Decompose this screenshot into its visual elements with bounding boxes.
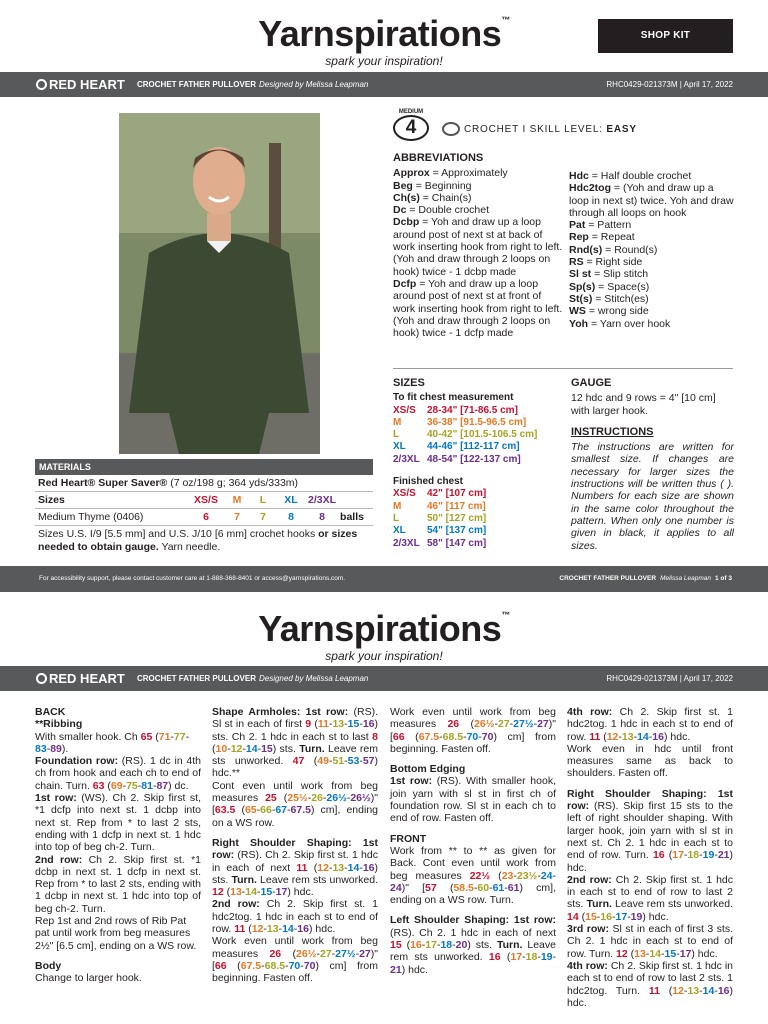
skill-level: CROCHET I SKILL LEVEL: EASY	[464, 124, 637, 135]
materials-table: MATERIALS Red Heart® Super Saver® (7 oz/198 g; 364 yds/333m) Sizes XS/S M L XL 2/3XL Medium Thyme (0406) 6 7 7 8 8 balls Sizes U.S. I/9 [5.5 mm] and U.S. J/10 [6 mm] crochet hooks or sizes needed to obtain gauge. Yarn needle.	[35, 459, 373, 556]
page-footer: For accessibility support, please contact customer care at 1-888-368-8401 or access@yarnspirations.com. CROCHET FATHER PULLOVER Melissa Leapman 1 of 3	[0, 566, 768, 592]
gauge-title: GAUGE	[571, 377, 612, 389]
pattern-header-band-page2: RED HEART CROCHET FATHER PULLOVER Designed by Melissa Leapman RHC0429-021373M | April 17, 2022	[0, 666, 768, 691]
pattern-header-band	[0, 72, 768, 97]
pattern-code: RHC0429-021373M | April 17, 2022	[606, 80, 733, 89]
red-heart-logo: RED HEART	[36, 77, 125, 92]
abbreviations-title: ABBREVIATIONS	[393, 152, 484, 164]
heart-icon	[36, 673, 47, 684]
gauge-section: GAUGE 12 hdc and 9 rows = 4" [10 cm] with larger hook. INSTRUCTIONS The instructions are written for smallest size. If changes are necessary for larger sizes the instructions will be written thus ( ). Numbers for each size are shown in the same color throughout the pattern. When only one number is given in black, it applies to all sizes.	[571, 377, 734, 552]
sizes-title: SIZES	[393, 377, 425, 389]
abbreviations-left: ABBREVIATIONS Approx = Approximately Beg = Beginning Ch(s) = Chain(s) Dc = Double crochet Dcbp = Yoh and draw up a loop around post of next st at back of work inserting hook from right to left. (Yoh and draw through 2 loops on hook) twice - 1 dcbp made Dcfp = Yoh and draw up a loop around post of next st at front of work inserting hook from right to left. (Yoh and draw through 2 loops on hook) twice - 1 dcfp made	[393, 152, 563, 340]
model-photo	[119, 113, 320, 454]
yarn-weight-icon: MEDIUM 4	[393, 109, 429, 141]
abbreviations-right: Hdc = Half double crochet Hdc2tog = (Yoh and draw up a loop in next st) twice. Yoh and draw through all loops on hook Pat = Pattern Rep = Repeat Rnd(s) = Round(s) RS = Right side Sl st = Slip stitch Sp(s) = Space(s) St(s) = Stitch(es) WS = wrong side Yoh = Yarn over hook	[569, 170, 734, 330]
brand-tagline: spark your inspiration!	[325, 54, 443, 68]
brand-name: Yarnspirations	[258, 13, 502, 54]
sizes-row: Sizes XS/S M L XL 2/3XL	[35, 492, 373, 509]
divider	[393, 368, 733, 369]
instructions-col1: BACK **Ribbing With smaller hook. Ch 65 (71-77-83-89). Foundation row: (RS). 1 dc in 4th ch from hook and each ch to end of chain. Turn. 63 (69-75-81-87) dc. 1st row: (WS). Ch 2. Skip first st, *1 dcfp into next st. 1 dcbp into next st. Rep from * to last 2 sts, ending with 1 dcfp in next st. 1 hdc into top of beg ch-2. Turn. 2nd row: Ch 2. Skip first st. *1 dcbp in next st. 1 dcfp in next st. Rep from * to last 2 sts, ending with 1 dcbp in next st. 1 hdc into top of beg ch-2. Turn. Rep 1st and 2nd rows of Rib Pat pat until work from beg measures 2½" [6.5 cm], ending on a WS row. Body Change to larger hook.	[35, 706, 201, 985]
instructions-col4: 4th row: Ch 2. Skip first st. 1 hdc2tog. 1 hdc in each st to end of row. 11 (12-13-14-16) hdc. Work even in hdc until front measures same as back to shoulders. Fasten off. Right Shoulder Shaping: 1st row: (RS). Skip first 15 sts to the left of right shoulder shaping. With larger hook, join yarn with sl st in next st. Ch 2. 1 hdc in each st to end of row. Turn. 16 (17-18-19-21) hdc. 2nd row: Ch 2. Skip first st. 1 hdc in each st to end of row to last 2 sts. Turn. Leave rem sts unworked. 14 (15-16-17-19) hdc. 3rd row: Sl st in each of first 3 sts. Ch 2. 1 hdc in each st to end of row. Turn. 12 (13-14-15-17) hdc. 4th row: Ch 2. Skip first st. 1 hdc in each st to end of row to last 2 sts. 1 hdc2tog. Turn. 11 (12-13-14-16) hdc.	[567, 706, 734, 1009]
heart-icon	[36, 79, 47, 90]
crochet-hook-icon	[442, 122, 460, 136]
brand-logo-page2: Yarnspirations™ spark your inspiration!	[258, 608, 510, 663]
balls-row: Medium Thyme (0406) 6 7 7 8 8 balls	[35, 509, 373, 526]
brand-logo: Yarnspirations™ spark your inspiration!	[0, 16, 768, 68]
shop-kit-button[interactable]: SHOP KIT	[598, 19, 733, 53]
sizes-section: SIZES To fit chest measurement XS/S 28-34" [71-86.5 cm] M 36-38" [91.5-96.5 cm] L 40-42" [101.5-106.5 cm] XL 44-46" [112-117 cm] 2/3XL 48-54" [122-137 cm] Finished chest XS/S 42" [107 cm] M 46" [117 cm] L 50" [127 cm] XL 54" [137 cm] 2/3XL 58" [147 cm]	[393, 377, 563, 550]
pattern-title: CROCHET FATHER PULLOVER Designed by Melissa Leapman	[137, 80, 369, 89]
instructions-col3: Work even until work from beg measures 26 (26½-27-27½-27)" [66 (67.5-68.5-70-70) cm] from beginning. Fasten off. Bottom Edging 1st row: (RS). With smaller hook, join yarn with sl st in first ch of foundation row. Sl st in each ch to end of row. Fasten off. FRONT Work from ** to ** as given for Back. Cont even until work from beg measures 22½ (23-23½-24-24)" [57 (58.5-60-61-61) cm], ending on a WS row. Turn. Left Shoulder Shaping: 1st row: (RS). Ch 2. 1 hdc in each of next 15 (16-17-18-20) sts. Turn. Leave rem sts unworked. 16 (17-18-19-21) hdc.	[390, 706, 556, 976]
materials-title: MATERIALS	[35, 459, 373, 475]
instructions-col2: Shape Armholes: 1st row: (RS). Sl st in each of first 9 (11-13-15-16) sts. Ch 2. 1 hdc in each st to last 8 (10-12-14-15) sts. Turn. Leave rem sts unworked. 47 (49-51-53-57) hdc.** Cont even until work from beg measures 25 (25½-26-26½-26½)" [63.5 (65-66-67-67.5) cm], ending on a WS row. Right Shoulder Shaping: 1st row: (RS). Ch 2. Skip first st. 1 hdc in each of next 11 (12-13-14-16) sts. Turn. Leave rem sts unworked. 12 (13-14-15-17) hdc. 2nd row: Ch 2. Skip first st. 1 hdc2tog. 1 hdc in each st to end of row. 11 (12-13-14-16) hdc. Work even until work from beg measures 26 (26½-27-27½-27)" [66 (67.5-68.5-70-70) cm] from beginning. Fasten off.	[212, 706, 379, 985]
instructions-title: INSTRUCTIONS	[571, 425, 654, 438]
